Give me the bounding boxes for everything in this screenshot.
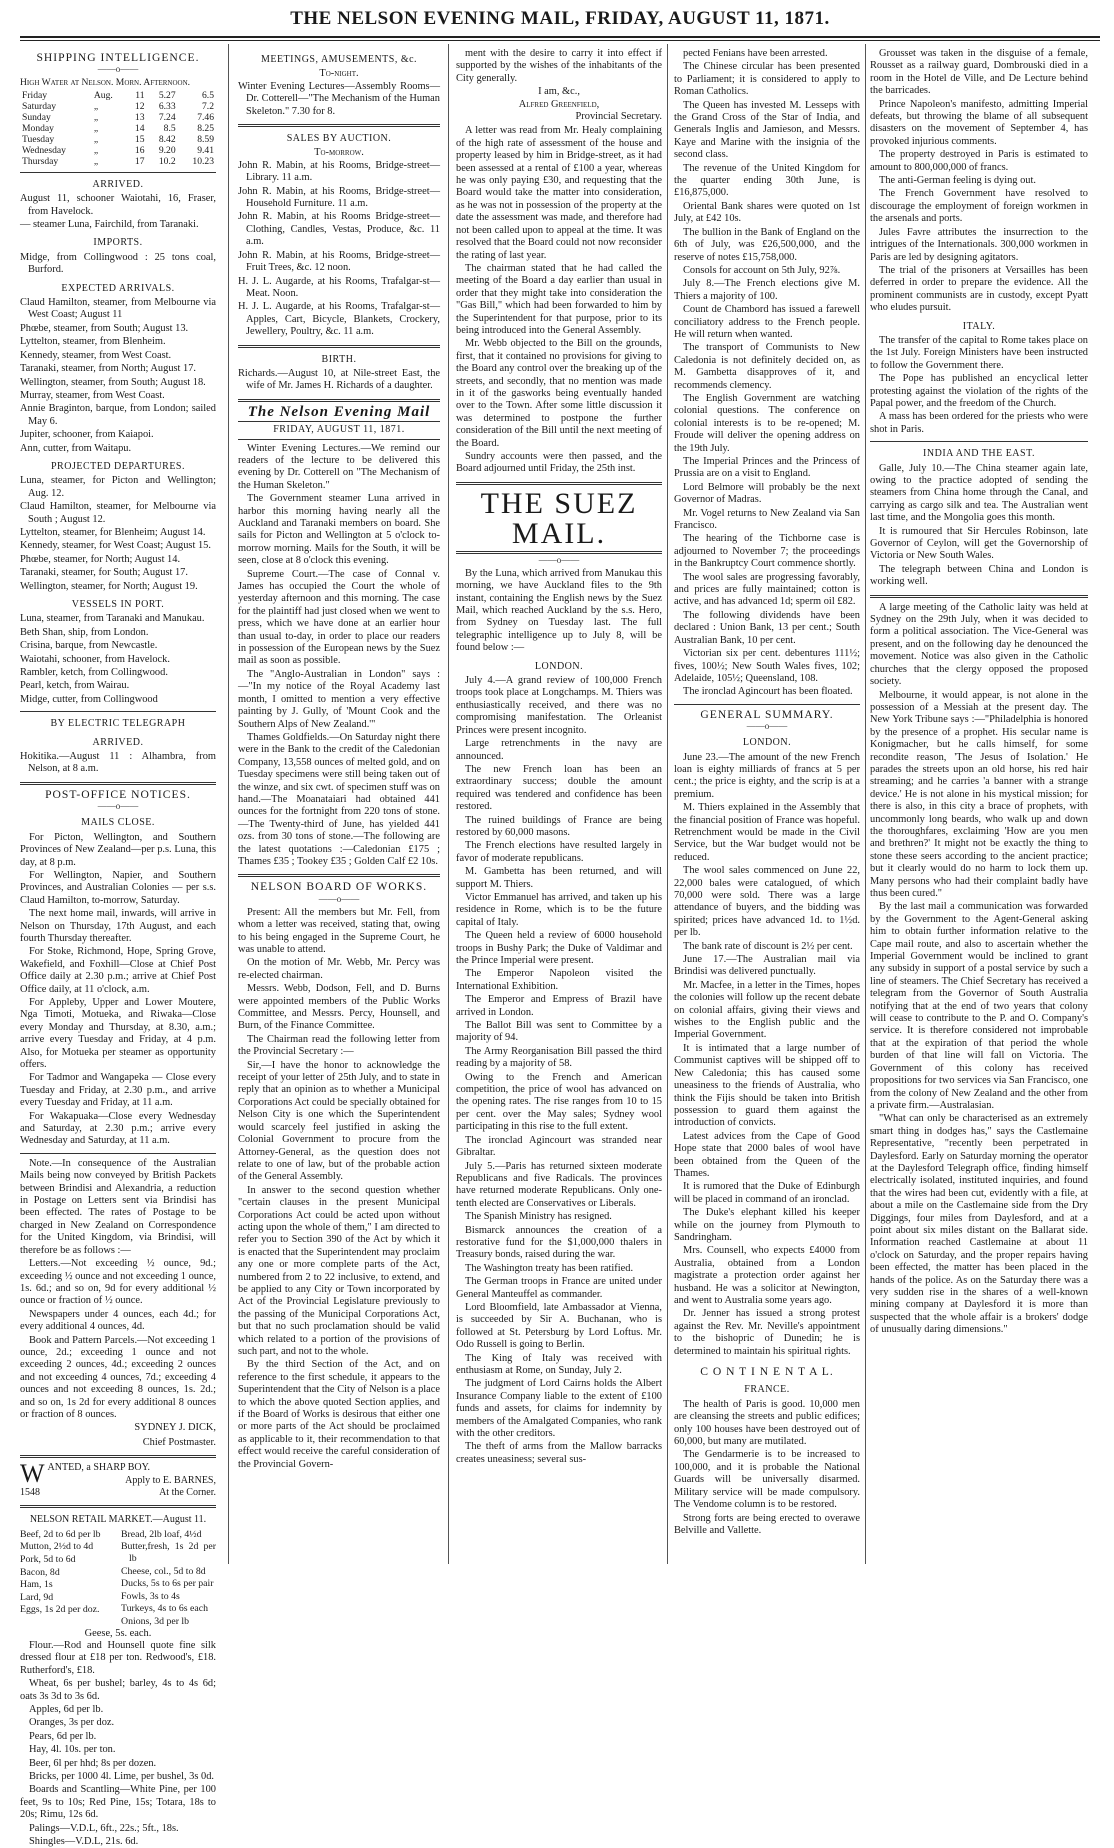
tide-row [20, 101, 216, 112]
list-item: H. J. L. Augarde, at his Rooms, Trafalgar-st—Meat. Noon. [238, 275, 440, 299]
column-5 [870, 48, 1088, 1563]
market-heading: NELSON RETAIL MARKET.—August 11. [29, 1514, 207, 1526]
list-item: The transfer of the capital to Rome takes place on the 1st July. Foreign Ministers have been instructed to follow the Government there. [870, 334, 1088, 371]
list-item: Dr. Jenner has issued a strong protest against the Rev. Mr. Neville's appointment to the bishopric of Dunedin; he is determined to maintain his spiritual rights. [674, 1308, 860, 1357]
birth-entry: Richards.—August 10, at Nile-street East, the wife of Mr. James H. Richards of a daughter. [238, 367, 440, 392]
list-item: Fowls, 3s to 4s [121, 1590, 180, 1602]
board-continued [456, 48, 662, 85]
letter-signer-title: Provincial Secretary. [575, 111, 662, 123]
meetings-entry: Winter Evening Lectures—Assembly Rooms—Dr. Cotterell—"The Mechanism of the Human Skeleton." 7.30 for 8. [238, 80, 440, 117]
summary-london-heading: LONDON. [742, 737, 792, 749]
list-item: The following dividends have been declared : Union Bank, 13 per cent.; South Australian Bank, 10 per cent. [674, 609, 860, 646]
board-report [238, 907, 440, 1471]
masthead-rule [20, 36, 1100, 38]
letter-closing: I am, &c., [538, 86, 580, 98]
list-item: Ann, cutter, from Waitapu. [20, 442, 132, 454]
divider [20, 1153, 216, 1154]
wanted-number: 1548 [20, 1487, 40, 1498]
india-heading: INDIA AND THE EAST. [923, 448, 1035, 460]
column-4 [674, 48, 860, 1563]
tide-cell: Aug. [93, 89, 113, 101]
tide-cell: Thursday [22, 155, 59, 167]
list-item: Beef, 2d to 6d per lb [20, 1528, 101, 1540]
list-item: In answer to the second question whether "certain clauses in the present Municipal Corporations Act could be acted upon without acting upon the whole of them," I am directed to refer you to Section 390 of the Act by which it is enacted that the Superintendent may proclaim any one or more complete parts of the Act, numbered from 2 to 22 inclusive, to extend, and be applied to any City or Town incorporated by Act of the Provincial Legislature previously to the passing of the Municipal Corporations Act, but that no such proclamation should be valid which related to a portion of the provisions of such part, and not to the whole. [238, 1184, 440, 1357]
list-item: It is rumored that the Duke of Edinburgh will be placed in command of an ironclad. [674, 1181, 860, 1205]
london-news [456, 675, 662, 1466]
list-item: It is rumoured that Sir Hercules Robinson, late Governor of Ceylon, will get the Governorship of Victoria or New South Wales. [870, 525, 1088, 562]
sales-heading: SALES BY AUCTION. [286, 133, 392, 145]
date-line: FRIDAY, AUGUST 11, 1871. [238, 421, 440, 439]
list-item: Kennedy, steamer, from West Coast. [20, 349, 172, 361]
divider [20, 711, 216, 712]
general-summary-heading: GENERAL SUMMARY. [700, 707, 834, 721]
tide-cell: 11 [135, 89, 145, 101]
list-item: The "Anglo-Australian in London" says :—"In my notice of the Royal Academy last month, I omitted to mention a very effective painting by J. Gully, of 'Mount Cook and the Southern Alps of New Zealand.'" [238, 668, 440, 730]
summary-news [674, 752, 860, 1359]
tide-cell: Monday [22, 122, 54, 134]
list-item: Claud Hamilton, steamer, for Melbourne via South ; August 12. [20, 501, 216, 525]
misc-news [870, 602, 1088, 1337]
list-item: Sir,—I have the honor to acknowledge the receipt of your letter of 25th July, and to state in reply that an opinion as to whether a Municipal Corporations Act could be specially obtained for Nelson City is one which the Superintendent would scarcely feel justified in asking the Colonial Government to procure from the Attorney-General, as the question does not relate to one of law, but of the probable action of the General Assembly. [238, 1059, 440, 1183]
list-item: By the third Section of the Act, and on reference to the first schedule, it appears to the Superintendent that the City of Nelson is a place to which the above quoted Section applies, and if the Board of Works is desirous that either one or more parts of the Act should be proclaimed as applicable to it, their recommendation to that effect would receive the careful consideration of the Provincial Govern- [238, 1359, 440, 1470]
list-item: John R. Mabin, at his Rooms, Bridge-street—Household Furniture. 11 a.m. [238, 185, 440, 210]
vessels-list [20, 613, 216, 706]
wanted-advert [20, 1459, 216, 1499]
suez-intro: By the Luna, which arrived from Manukau this morning, we have Auckland files to the 9th instant, containing the English news by the Suez Mail, which reached Auckland by the s.s. Hero, from Sydney on Tuesday last. The full telegraphic intelligence up to July 8, will be found below :— [456, 567, 662, 654]
list-item: Taranaki, steamer, for South; August 17. [20, 567, 188, 579]
tide-cell: „ [93, 133, 99, 145]
list-item: Wheat, 6s per bushel; barley, 4s to 4s 6d; oats 3s 3d to 3s 6d. [20, 1678, 216, 1702]
list-item: John R. Mabin, at his Rooms, Bridge-street—Fruit Trees, &c. 12 noon. [238, 249, 440, 274]
list-item: The German troops in France are united under General Manteuffel as commander. [456, 1276, 662, 1300]
list-item: The Queen held a review of 6000 household troops in Bushy Park; the Duke of Valdimar and the Prince Imperial were present. [456, 930, 662, 966]
list-item: The French elections have resulted largely in favor of moderate republicans. [456, 840, 662, 864]
list-item: Owing to the French and American competition, the price of wool has advanced on the opening rates. The rise ranges from 10 to 15 per cent. over the May sales; Sydney wool participating in this rise to the full extent. [456, 1071, 662, 1133]
list-item: The Ballot Bill was sent to Committee by a majority of 94. [456, 1020, 662, 1044]
list-item: July 5.—Paris has returned sixteen moderate Republicans and five Radicals. The provinces have returned moderate Republicans. Only one-tenth elected are Conservatives or Liberals. [456, 1160, 662, 1209]
tide-cell: 6.33 [158, 100, 176, 112]
list-item: The hearing of the Tichborne case is adjourned to November 7; the proceedings in the Bankruptcy Court commence shortly. [674, 533, 860, 570]
letter-signer: Alfred Greenfield, [518, 98, 600, 110]
telegraph-entry: Hokitika.—August 11 : Alhambra, from Nelson, at 8 a.m. [20, 751, 216, 775]
list-item: Eggs, 1s 2d per doz. [20, 1604, 100, 1616]
list-item: Winter Evening Lectures.—We remind our readers of the lecture to be delivered this evening by Dr. Cotterell on "The Mechanism of the Human Skeleton." [238, 442, 440, 491]
list-item: July 8.—The French elections give M. Thiers a majority of 100. [674, 278, 860, 302]
france-news-continued [870, 48, 1088, 315]
france-heading: FRANCE. [744, 1384, 790, 1396]
list-item: Jupiter, schooner, from Kaiapoi. [20, 429, 154, 441]
list-item: The ironclad Agincourt has been floated. [683, 686, 853, 698]
list-item: Oriental Bank shares were quoted on 1st July, at £42 10s. [674, 200, 860, 225]
list-item: For Picton, Wellington, and Southern Provinces of New Zealand—per p.s. Luna, this day, at 8 p.m. [20, 831, 216, 868]
postage-book-parcels: Book and Pattern Parcels.—Not exceeding 1 ounce, 2d.; exceeding 1 ounce and not exceeding 2 ounces, 4d.; exceeding 2 ounces and not exceeding 4 ounces, 7d.; exceeding 4 ounces and not exceeding 8 ounces, 1s. 2d.; and so on, 1s 2d for every additional 8 ounces or fraction of 8 ounces. [20, 1334, 216, 1420]
tide-cell: 6.5 [202, 89, 214, 101]
tide-cell: Tuesday [22, 133, 55, 145]
london-news-continued [674, 48, 860, 699]
list-item: The King of Italy was received with enthusiasm at Rome, on Sunday, July 2. [456, 1352, 662, 1376]
sales-tomorrow: To-morrow. [314, 147, 364, 159]
tide-cell: „ [93, 155, 99, 167]
list-item: Pork, 5d to 6d [20, 1554, 76, 1565]
divider [238, 124, 440, 127]
tide-cell: Sunday [22, 111, 51, 123]
list-item: Boards and Scantling—White Pine, per 100 feet, 9s to 10s; Red Pine, 15s; Totara, 18s to 20s; Rimu, 12s 6d. [20, 1784, 216, 1821]
list-item: The health of Paris is good. 10,000 men are cleansing the streets and public edifices; only 100 houses have been destroyed out of 60,000, but many are mutilated. [674, 1398, 860, 1448]
post-office-heading: POST-OFFICE NOTICES. [45, 787, 191, 801]
tide-cell: 10.2 [158, 155, 176, 167]
divider [870, 595, 1088, 598]
tide-cell: 10.23 [192, 155, 214, 167]
tide-cell: 14 [134, 122, 145, 134]
tide-cell: 5.27 [158, 89, 176, 101]
wanted-line: At the Corner. [159, 1487, 216, 1498]
paper-name: The Nelson Evening Mail [247, 403, 431, 420]
expected-list [20, 297, 216, 455]
list-item: Phœbe, steamer, from South; August 13. [20, 322, 189, 334]
list-item: Kennedy, steamer, for West Coast; August 15. [20, 540, 211, 552]
column-1 [20, 48, 216, 1848]
list-item: The English Government are watching colonial questions. The conference on colonial interests is to be re-opened; M. Froude will deliver the opening address on the 19th July. [674, 392, 860, 454]
list-item: The Washington treaty has been ratified. [465, 1262, 634, 1274]
list-item: The chairman stated that he had called the meeting of the Board a day earlier than usual in order that they might take into consideration the "Gas Bill," which had been forwarded to him by the Superintendent for that purpose, prior to its being introduced into the General Assembly. [456, 262, 662, 336]
list-item: Ham, 1s [20, 1579, 53, 1591]
tide-cell: 8.59 [197, 133, 214, 145]
list-item: By the last mail a communication was forwarded by the Government to the Agent-General asking him to obtain further information relative to the Cape mail route, and also to ascertain whether the Imperial Government would be inclined to grant any subsidy in support of a postal service by such a line of steamers. The Chief Secretary has received a telegram from the Governor of South Australia notifying that at the end of two years that colony will cease to contribute to the P. and O. Company's service. It is therefore considered not improbable that at the expiration of that period the whole burden of that line will fall on Victoria. The Government of this colony has received propositions for two services via San Francisco, one from the colony of New Zealand and the other from a private firm.—Australasian. [870, 901, 1088, 1111]
list-item: Messrs. Webb, Dodson, Fell, and D. Burns were appointed members of the Public Works Committee, and Messrs. Percy, Hounsell, and Burn, of the Finance Committee. [238, 983, 440, 1032]
meetings-tonight: To-night. [319, 68, 359, 80]
ornament: ——o—— [538, 554, 580, 565]
tide-cell: Saturday [22, 100, 57, 112]
list-item: M. Thiers explained in the Assembly that the financial position of France was hopeful. Retrenchment would be made in the Civil Service, but the War budget would not be reduced. [674, 802, 860, 863]
list-item: Crisina, barque, from Newcastle. [20, 640, 158, 652]
board-paras [456, 125, 662, 475]
list-item: The Chinese circular has been presented to Parliament; it is considered to apply to Roman Catholics. [674, 61, 860, 98]
list-item: Rambler, ketch, from Collingwood. [20, 667, 168, 679]
telegraph-heading: BY ELECTRIC TELEGRAPH [50, 718, 186, 730]
list-item: Thames Goldfields.—On Saturday night there were in the Bank to the credit of the Caledonian Company, 13,558 ounces of melted gold, and on Tuesday specimens were still being taken out of the winze, and six cwt. of specimen stuff was on hand.—The Moanataiari had obtained 441 ounces for the fortnight from 220 tons of stone.—The Twenty-third of June, has yielded 441 ozs. from 30 tons of stone.—The following are the latest quotations :—Caledonian £175 ; Thames £35 ; Tookey £35 ; Golden Calf £2 10s. [238, 731, 440, 867]
list-item: Phœbe, steamer, for North; August 14. [20, 553, 181, 565]
column-divider [865, 44, 866, 1564]
list-item: Strong forts are being erected to overawe Belville and Vallette. [674, 1512, 860, 1536]
italy-heading: ITALY. [962, 320, 996, 332]
list-item: A mass has been ordered for the priests who were shot in Paris. [870, 411, 1088, 435]
divider [20, 172, 216, 173]
postmaster-title: Chief Postmaster. [142, 1436, 216, 1448]
italy-news [870, 335, 1088, 436]
list-item: Beth Shan, ship, from London. [20, 626, 149, 638]
market-geese: Geese, 5s. each. [84, 1627, 152, 1639]
list-item: The Government steamer Luna arrived in harbor this morning having nearly all the Auckland and Taranaki members on board. She sails for Picton and Wellington at 5 o'clock to-morrow morning. Mails for the South, it will be seen, close at 8 o'clock this evening. [238, 493, 440, 567]
tide-cell: 7.46 [197, 111, 214, 123]
france-news [674, 1399, 860, 1537]
postmaster-signature: SYDNEY J. DICK, [134, 1422, 216, 1434]
list-item: Shingles—V.D.L, 21s. 6d. [29, 1836, 139, 1848]
list-item: Bread, 2lb loaf, 4½d [121, 1528, 202, 1540]
london-heading: LONDON. [534, 660, 584, 672]
market-prices [20, 1529, 216, 1628]
ornament: ——o—— [97, 801, 139, 812]
list-item: Count de Chambord has issued a farewell conciliatory address to the French people. He will return when wanted. [674, 304, 860, 340]
column-divider [448, 44, 449, 1564]
list-item: Prince Napoleon's manifesto, admitting Imperial defeats, but throwing the blame of all subsequent disasters on the movement of September 4, has provoked injurious comments. [870, 98, 1088, 147]
list-item: It is intimated that a large number of Communist captives will be shipped off to New Caledonia; this has caused some uneasiness to the friends of Australia, who think the Fijis should be taken into British possession to guard them against the introduction of convicts. [674, 1042, 860, 1129]
column-divider [667, 44, 668, 1564]
meetings-heading: MEETINGS, AMUSEMENTS, &c. [260, 54, 418, 65]
list-item: Victor Emmanuel has arrived, and taken up his residence in Rome, which is to be the future capital of Italy. [456, 891, 662, 928]
ornament: ——o—— [318, 893, 360, 904]
list-item: Mr. Webb objected to the Bill on the grounds, first, that it contained no provisions for giving to the Board any control over the breaking up of the streets, and secondly, that no mention was made in it of the gasworks being eventually handed over to the Town. After some little discussion it was determined to postpone the further consideration of the Bill until the next meeting of the Board. [456, 338, 662, 449]
tide-cell: Wednesday [22, 144, 66, 156]
list-item: The Queen has invested M. Lesseps with the Grand Cross of the Star of India, and Generals Inglis and Jamieson, and Messrs. Kaye and Marine with the insignia of the second class. [674, 99, 860, 161]
list-item: Victorian six per cent. debentures 111½; fives, 100½; New South Wales fives, 102; Adelaide, 105½; Queensland, 108. [674, 648, 860, 684]
list-item: For Tadmor and Wangapeka — Close every Tuesday and Friday, at 2.30 p.m., and arrive every Tuesday and Friday, at 11 a.m. [20, 1072, 216, 1109]
list-item: Lord Bloomfield, late Ambassador at Vienna, is succeeded by Sir A. Buchanan, who is followed at St. Petersburg by Lord Loftus. Mr. Odo Russell is going to Berlin. [456, 1301, 662, 1351]
tide-row [20, 134, 216, 145]
list-item: Bricks, per 1000 4l. Lime, per bushel, 3s 0d. [29, 1771, 214, 1783]
list-item: Consols for account on 5th July, 92⅞. [683, 264, 841, 276]
list-item: The French Government have resolved to discourage the employment of foreign workmen in the arsenals and ports. [870, 188, 1088, 225]
list-item: The Spanish Ministry has resigned. [465, 1211, 612, 1223]
tide-cell: 17 [134, 155, 145, 167]
list-item: For Wakapuaka—Close every Wednesday and Saturday, at 2.30 p.m.; arrive every Wednesday and Saturday, at 11 a.m. [20, 1110, 216, 1147]
divider [238, 399, 440, 402]
masthead: THE NELSON EVENING MAIL, FRIDAY, AUGUST 11, 1871. [290, 8, 830, 29]
tide-cell: 12 [134, 100, 145, 112]
divider [870, 441, 1088, 442]
tide-row [20, 145, 216, 156]
list-item: The Chairman read the following letter from the Provincial Secretary :— [238, 1033, 440, 1058]
list-item: Murray, steamer, from West Coast. [20, 389, 165, 401]
list-item: A letter was read from Mr. Healy complaining of the high rate of assessment of the house and property leased by him in Bridge-street, as it had been assessed at a rental of £100 a year, whereas he was only paying £30, and requesting that the Board would take the matter into consideration, as he was not in possession of the property at the date the assessment was made, and therefore had not been called upon to appeal at the time. It was resolved that the Board could not now reconsider the rating of last year. [456, 125, 662, 261]
wanted-line: Apply to E. BARNES, [125, 1474, 216, 1486]
list-item: The trial of the prisoners at Versailles has been deferred in order to prepare the evidence. All the prominent communists are in custody, except Pyatt who eludes pursuit. [870, 264, 1088, 314]
list-item: Mutton, 2½d to 4d [20, 1541, 94, 1553]
expected-heading: EXPECTED ARRIVALS. [61, 282, 175, 294]
suez-mail-title: THE SUEZ MAIL. [456, 482, 662, 554]
list-item: John R. Mabin, at his Rooms Bridge-street—Clothing, Candles, Vestas, Produce, &c. 11 a.m. [238, 211, 440, 248]
continental-heading: C O N T I N E N T A L. [700, 1365, 834, 1379]
list-item: The Duke's elephant killed his keeper while on the journey from Plymouth to Sandringham. [674, 1207, 860, 1243]
list-item: Mr. Macfee, in a letter in the Times, hopes the colonies will follow up the recent debate on colonial affairs, giving their views and wishes to the English public and the Imperial Government. [674, 979, 860, 1041]
birth-heading: BIRTH. [321, 353, 357, 365]
list-item: Luna, steamer, for Picton and Wellington; Aug. 12. [20, 475, 216, 499]
list-item: Pearl, ketch, from Wairau. [20, 680, 130, 692]
list-item: Lard, 9d [20, 1591, 54, 1603]
column-2 [238, 48, 440, 1563]
list-item: The ironclad Agincourt was stranded near Gibraltar. [456, 1134, 662, 1159]
imports-entry: Midge, from Collingwood : 25 tons coal, Burford. [20, 251, 216, 276]
list-item: The next home mail, inwards, will arrive in Nelson on Thursday, 17th August, and each fourth Thursday thereafter. [20, 908, 216, 944]
tide-cell: 8.5 [163, 122, 176, 134]
list-item: John R. Mabin, at his Rooms, Bridge-street—Library. 11 a.m. [238, 159, 440, 184]
list-item: Midge, cutter, from Collingwood [20, 693, 158, 705]
list-item: The Army Reorganisation Bill passed the third reading by a majority of 58. [456, 1045, 662, 1070]
arrived-entry: — steamer Luna, Fairchild, from Taranaki. [20, 219, 199, 231]
board-heading: NELSON BOARD OF WORKS. [250, 880, 428, 894]
tide-cell: „ [93, 100, 99, 112]
list-item: Taranaki, steamer, from North; August 17. [20, 363, 197, 375]
divider [238, 345, 440, 348]
tide-cell: 7.2 [202, 100, 214, 112]
list-item: Claud Hamilton, steamer, from Melbourne via West Coast; August 11 [20, 297, 216, 321]
list-item: The Pope has published an encyclical letter protesting against the violation of the rights of the Papal power, and the freedom of the Church. [870, 373, 1088, 409]
column-3 [456, 48, 662, 1563]
list-item: The anti-German feeling is dying out. [879, 175, 1036, 187]
masthead-rule-thin [20, 40, 1100, 41]
list-item: Jules Favre attributes the insurrection to the intrigues of the Internationals. 300,000 workmen in Paris are led by designing agitators. [870, 226, 1088, 263]
list-item: July 4.—A grand review of 100,000 French troops took place at Longchamps. M. Thiers was enthusiastically received, and there was no compromising manifestation. The Orleanist Princes were present incognito. [456, 675, 662, 736]
tides-table [20, 90, 216, 167]
list-item: The telegraph between China and London is working well. [870, 563, 1088, 588]
list-item: The ruined buildings of France are being restored by 60,000 masons. [456, 814, 662, 838]
list-item: On the motion of Mr. Webb, Mr. Percy was re-elected chairman. [238, 957, 440, 981]
tide-cell: 15 [134, 133, 145, 145]
ornament: ——o—— [746, 721, 788, 732]
divider [20, 782, 216, 785]
list-item: Latest advices from the Cape of Good Hope state that 2000 bales of wool have been obtained from the Queen of the Thames. [674, 1130, 860, 1179]
list-item: Beer, 6l per hhd; 8s per dozen. [29, 1757, 157, 1769]
mails-heading: MAILS CLOSE. [81, 817, 155, 829]
list-item: Wellington, steamer, from South; August 18. [20, 376, 206, 388]
list-item: Hay, 4l. 10s. per ton. [29, 1744, 116, 1756]
local-news [238, 443, 440, 869]
list-item: For Appleby, Upper and Lower Moutere, Nga Timoti, Motueka, and Riwaka—Close every Monday and Thursday, at 8.30, a.m.; arrive every Tuesday and Friday, at 4 p.m. Also, for Motueka per steamer as opportunity offers. [20, 996, 216, 1070]
tide-cell: „ [93, 122, 99, 134]
list-item: Flour.—Rod and Hounsell quote fine silk dressed flour at £18 per ton. Redwood's, £18. Rutherford's, £18. [20, 1639, 216, 1676]
list-item: Galle, July 10.—The China steamer again late, owing to the practice adopted of sending the steamers from China home through the Canal, and carrying as cargo silk and tea. The Australian went last time, and the Mongolia goes this month. [870, 462, 1088, 524]
list-item: Lord Belmore will probably be the next Governor of Madras. [674, 481, 860, 506]
list-item: The new French loan has been an extraordinary success; double the amount required was tendered and confidence has been restored. [456, 763, 662, 813]
list-item: Waiotahi, schooner, from Havelock. [20, 653, 170, 665]
tide-cell: 13 [134, 111, 145, 123]
tide-cell: 9.20 [158, 144, 176, 156]
divider [238, 874, 440, 877]
list-item: Pears, 6d per lb. [29, 1730, 97, 1742]
projected-heading: PROJECTED DEPARTURES. [51, 460, 185, 472]
arrived-entry: August 11, schooner Waiotahi, 16, Fraser, from Havelock. [20, 193, 216, 217]
tide-row [20, 123, 216, 134]
list-item: Mrs. Counsell, who expects £4000 from Australia, obtained from a London magistrate a protection order against her husband. He was a solicitor at Newington, and went to Australia some years ago. [674, 1245, 860, 1306]
list-item: Luna, steamer, from Taranaki and Manukau. [20, 613, 205, 625]
list-item: Sundry accounts were then passed, and the Board adjourned until Friday, the 25th inst. [456, 451, 662, 475]
list-item: M. Gambetta has been returned, and will support M. Thiers. [456, 866, 662, 890]
mails-list [20, 832, 216, 1148]
wanted-initial: W [20, 1459, 45, 1489]
list-item: Lyttelton, steamer, for Blenheim; August 14. [20, 526, 206, 538]
list-item: The wool sales commenced on June 22, 22,000 bales were catalogued, of which 70,000 were sold. There was a large attendance of buyers, and the bidding was spirited; prices have advanced 1d. to 1½d. per lb. [674, 865, 860, 939]
list-item: The Emperor Napoleon visited the International Exhibition. [456, 968, 662, 992]
tide-cell: „ [93, 144, 99, 156]
divider [674, 704, 860, 705]
list-item: The property destroyed in Paris is estimated to amount to 800,000,000 of francs. [870, 149, 1088, 173]
list-item: Mr. Vogel returns to New Zealand via San Francisco. [674, 507, 860, 532]
list-item: June 17.—The Australian mail via Brindisi was delivered punctually. [674, 954, 860, 978]
ornament: ——o—— [97, 64, 139, 75]
list-item: "What can only be characterised as an extremely smart thing in dodges has," says the Castlemaine Representative, "recently been perpetrated in Daylesford. Early on Saturday morning the operator at the Daylesford Telegraph office, finding himself electrically isolated, instituted inquiries, and found that the wires had been cut, evidently with a file, at about a mile on the Castlemaine side from the Dry Diggings, four miles from Daylesford, and at a point about six miles distant on the Ballarat side. Information reached Castlemaine at about 11 o'clock on Saturday, and the proper repairs having been effected, the matter has been placed in the hands of the police. As on the Saturday there was a very sudden rise in the shares of a well-known mining company at Daylesford it is more than suspected that the whole affair is a brokers' dodge of unusually daring dimensions." [870, 1113, 1088, 1336]
telegraph-sub: ARRIVED. [92, 736, 144, 748]
wanted-line: ANTED, a SHARP BOY. [47, 1462, 151, 1474]
list-item: The judgment of Lord Cairns holds the Albert Insurance Company liable to the extent of £100 funds and assets, for claims for indemnity by members of the Amalgated Companies, who rank with the other creditors. [456, 1378, 662, 1440]
list-item: Melbourne, it would appear, is not alone in the possession of a Messiah at the present day. The New York Tribune says :—"Philadelphia is honored by the presence of a prophet. His secular name is Konigmacher, but he calls himself, for some recondite reason, 'The Jesus of Isolation.' He parades the streets upon an old horse, his red hair streaming; and he carries 'a banner with a strange device.' He is not alone in his mystical mission; for there is also, in this city a brace of prophets, with uncommonly long beards, who walk up and down the thoroughfares, exclaiming 'How are you men and brethren?' It might not be exactly the thing to stone these seers according to the ancient practice; but it clearly would do no harm to lock them up. Many persons who had their complaint badly have thus been cured." [870, 689, 1088, 899]
arrived-heading: ARRIVED. [92, 178, 144, 190]
divider [20, 1505, 216, 1508]
vessels-heading: VESSELS IN PORT. [71, 599, 165, 610]
list-item: For Stoke, Richmond, Hope, Spring Grove, Wakefield, and Foxhill—Close at Chief Post Office daily at 2.30 p.m.; arrive at Chief Post Office daily, at 11 o'clock, a.m. [20, 946, 216, 995]
list-item: H. J. L. Augarde, at his Rooms, Trafalgar-st—Apples, Cart, Bicycle, Blankets, Crockery, Jewellery, Poultry, &c. 11 a.m. [238, 301, 440, 338]
list-item: Butter,fresh, 1s 2d per lb [121, 1541, 216, 1564]
tide-row [20, 156, 216, 167]
tide-cell: 9.41 [197, 144, 214, 156]
postage-note: Note.—In consequence of the Australian Mails being now conveyed by British Packets between Brindisi and Alexandria, a reduction in Postage on Letters sent via Brindisi has been effected. The rates of Postage to be charged in New Zealand on Correspondence for the United Kingdom, via Brindisi, will therefore be as follows :— [20, 1157, 216, 1256]
list-item: June 23.—The amount of the new French loan is eighty milliards of francs at 5 per cent.; the price is eighty, and the scrip is at a premium. [674, 751, 860, 800]
sales-list [238, 160, 440, 339]
tide-row [20, 90, 216, 101]
market-text [20, 1640, 216, 1848]
tide-cell: „ [93, 111, 99, 123]
list-item: The theft of arms from the Mallow barracks creates uneasiness; several sus- [456, 1441, 662, 1465]
postage-newspapers: Newspapers under 4 ounces, each 4d.; for every additional 4 ounces, 4d. [20, 1308, 216, 1333]
list-item: Lyttelton, steamer, from Blenheim. [20, 336, 166, 348]
list-item: Turkeys, 4s to 6s each [121, 1603, 208, 1615]
tide-cell: Friday [22, 89, 48, 101]
tide-cell: 8.25 [197, 122, 214, 134]
list-item: The bank rate of discount is 2½ per cent. [683, 940, 853, 952]
list-item: Wellington, steamer, for North; August 19. [20, 580, 198, 592]
list-item: ment with the desire to carry it into effect if supported by the wishes of the inhabitants of the City generally. [456, 48, 662, 84]
tide-cell: 7.24 [158, 111, 176, 123]
list-item: Large retrenchments in the navy are announced. [456, 738, 662, 762]
list-item: Supreme Court.—The case of Connal v. James has occupied the Court the whole of yesterday afternoon and this morning. The case for the plaintiff had just closed when we went to press, which we have done at an earlier hour than usual to-day, in order to place our readers in possession of the European news by the Suez mail as soon as possible. [238, 568, 440, 667]
list-item: A large meeting of the Catholic laity was held at Sydney on the 29th July, when it was decided to form a political association. The Vice-General was present, and on the following day he denounced the movement. Notice was also given in the Catholic churches that the clergy opposed the proposed society. [870, 601, 1088, 688]
list-item: The wool sales are progressing favorably, and prices are fully maintained; cotton is active, and has advanced 1d; sperm oil £82. [674, 571, 860, 608]
projected-list [20, 475, 216, 593]
column-divider [228, 44, 229, 1564]
list-item: The bullion in the Bank of England on the 6th of July, was £26,500,000, and the reserve of notes £15,758,000. [674, 226, 860, 263]
list-item: Annie Braginton, barque, from London; sailed May 6. [20, 403, 216, 427]
list-item: Cheese, col., 5d to 8d [121, 1565, 206, 1577]
tides-header: High Water at Nelson. Morn. Afternoon. [20, 77, 191, 89]
india-news [870, 463, 1088, 589]
list-item: The revenue of the United Kingdom for the quarter ending 30th June, is £16,875,000. [674, 162, 860, 199]
divider [20, 1455, 216, 1458]
list-item: Grousset was taken in the disguise of a female, Rousset as a railway guard, Dombrouski died in a room in the Hotel de Ville, and De Lecture behind the barricades. [870, 48, 1088, 97]
list-item: Onions, 3d per lb [121, 1615, 190, 1627]
list-item: Bismarck announces the creation of a restorative fund for the $1,000,000 thalers in Treasury bonds, raised during the war. [456, 1224, 662, 1261]
list-item: The Imperial Princes and the Princess of Prussia are on a visit to England. [674, 456, 860, 480]
list-item: pected Fenians have been arrested. [683, 48, 828, 59]
list-item: Palings—V.D.L, 6ft., 22s.; 5ft., 18s. [29, 1822, 179, 1834]
list-item: Apples, 6d per lb. [29, 1704, 104, 1715]
list-item: The Emperor and Empress of Brazil have arrived in London. [456, 994, 662, 1018]
list-item: The Gendarmerie is to be increased to 100,000, and it is probable the National Guards will be universally disarmed. Military service will be made compulsory. The Vendome column is to be restored. [674, 1449, 860, 1511]
tide-cell: 16 [134, 144, 145, 156]
list-item: Bacon, 8d [20, 1566, 60, 1578]
imports-heading: IMPORTS. [93, 237, 143, 249]
list-item: For Wellington, Napier, and Southern Provinces, and Australian Colonies — per s.s. Claud Hamilton, to-morrow, Saturday. [20, 869, 216, 906]
list-item: Present: All the members but Mr. Fell, from whom a letter was received, stating that, owing to his being engaged in the Supreme Court, he was unable to attend. [238, 906, 440, 955]
shipping-heading: SHIPPING INTELLIGENCE. [36, 51, 200, 64]
postage-letters: Letters.—Not exceeding ½ ounce, 9d.; exceeding ½ ounce and not exceeding 1 ounce, 1s. 6d.; and so on, 9d for every additional ½ ounce or fraction of ½ ounce. [20, 1258, 216, 1307]
tide-cell: 8.42 [158, 133, 176, 145]
tide-row [20, 112, 216, 123]
list-item: Oranges, 3s per doz. [29, 1717, 115, 1729]
list-item: The transport of Communists to New Caledonia is not definitely decided on, as M. Gambetta disapproves of it, and recommends clemency. [674, 342, 860, 391]
list-item: Ducks, 5s to 6s per pair [121, 1578, 214, 1590]
